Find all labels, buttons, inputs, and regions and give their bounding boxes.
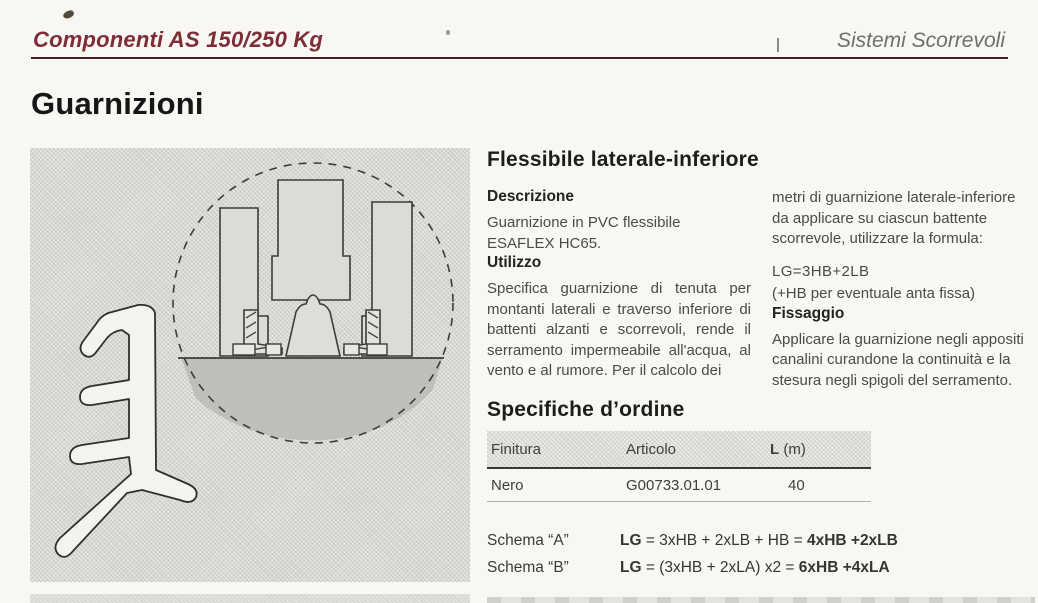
col-header-articolo: Articolo bbox=[622, 431, 766, 468]
schema-b-result: 6xHB +4xLA bbox=[798, 559, 890, 576]
utilizzo-heading: Utilizzo bbox=[487, 254, 542, 272]
section-heading: Flessibile laterale-inferiore bbox=[487, 148, 759, 171]
text-column-right bbox=[772, 188, 1036, 391]
schema-row-b bbox=[487, 559, 1036, 577]
bottom-cutoff-strip-left bbox=[30, 594, 470, 603]
utilizzo-continuation: metri di guarnizione laterale-inferiore da applicare su ciascun battente scorrevole, utilizzare la formula: bbox=[772, 189, 1016, 248]
schema-a-mid: = 3xHB + 2xLB + HB = bbox=[641, 532, 807, 549]
order-specs bbox=[487, 398, 859, 502]
schema-a-formula bbox=[620, 532, 898, 550]
text-columns bbox=[487, 188, 1036, 391]
page-title: Guarnizioni bbox=[31, 86, 204, 121]
cell-articolo: G00733.01.01 bbox=[622, 468, 766, 502]
table-header-row bbox=[487, 431, 871, 468]
figure-center-column bbox=[272, 180, 350, 300]
schema-formulas bbox=[487, 532, 1036, 586]
scan-speck bbox=[62, 9, 75, 19]
order-specs-table bbox=[487, 431, 871, 502]
schema-b-label: Schema “B” bbox=[487, 559, 569, 576]
gasket-profile-drawing bbox=[55, 305, 196, 557]
lg-formula-note: (+HB per eventuale anta fissa) bbox=[772, 285, 976, 303]
cell-finitura: Nero bbox=[487, 468, 622, 502]
gasket-figure-svg bbox=[30, 148, 470, 582]
col-header-finitura: Finitura bbox=[487, 431, 622, 468]
order-specs-heading: Specifiche d’ordine bbox=[487, 398, 685, 421]
table-row bbox=[487, 468, 871, 502]
header-right-title: Sistemi Scorrevoli bbox=[836, 29, 1005, 52]
utilizzo-body: Specifica guarnizione di tenuta per montanti laterali e traverso inferiore di battenti alzanti e scorrevoli, rende il serramento impermeabile all'acqua, al vento e al rumore. Per il calcolo dei bbox=[487, 280, 751, 380]
bottom-cutoff-strip-right bbox=[487, 597, 1035, 603]
schema-b-lg: LG bbox=[620, 559, 642, 576]
fissaggio-body: Applicare la guarnizione negli appositi canalini curandone la continuità e la stesura negli spigoli del serramento. bbox=[772, 330, 1024, 389]
content-right bbox=[487, 148, 1036, 603]
schema-a-label: Schema “A” bbox=[487, 532, 569, 549]
fissaggio-heading: Fissaggio bbox=[772, 304, 845, 322]
figure-center-gasket bbox=[286, 295, 340, 356]
col-header-l-symbol: L bbox=[770, 440, 780, 458]
header-rule bbox=[31, 57, 1008, 59]
schema-a-lg: LG bbox=[620, 532, 642, 549]
header-left-title: Componenti AS 150/250 Kg bbox=[33, 27, 324, 52]
figure-shaded-ground bbox=[182, 359, 442, 440]
schema-b-mid: = (3xHB + 2xLA) x2 = bbox=[641, 559, 799, 576]
descrizione-body: Guarnizione in PVC flessibile ESAFLEX HC65. bbox=[487, 214, 681, 252]
schema-row-a bbox=[487, 532, 1036, 550]
col-header-l bbox=[766, 431, 871, 468]
cell-length: 40 bbox=[766, 468, 871, 502]
text-column-left bbox=[487, 188, 751, 391]
col-header-l-unit: (m) bbox=[779, 440, 806, 458]
scan-dot bbox=[446, 30, 450, 35]
descrizione-heading: Descrizione bbox=[487, 188, 575, 205]
gasket-figure bbox=[30, 148, 470, 582]
scan-tick bbox=[777, 38, 779, 52]
schema-a-result: 4xHB +2xLB bbox=[806, 532, 898, 549]
lg-formula: LG=3HB+2LB bbox=[772, 262, 870, 280]
schema-b-formula bbox=[620, 559, 890, 577]
